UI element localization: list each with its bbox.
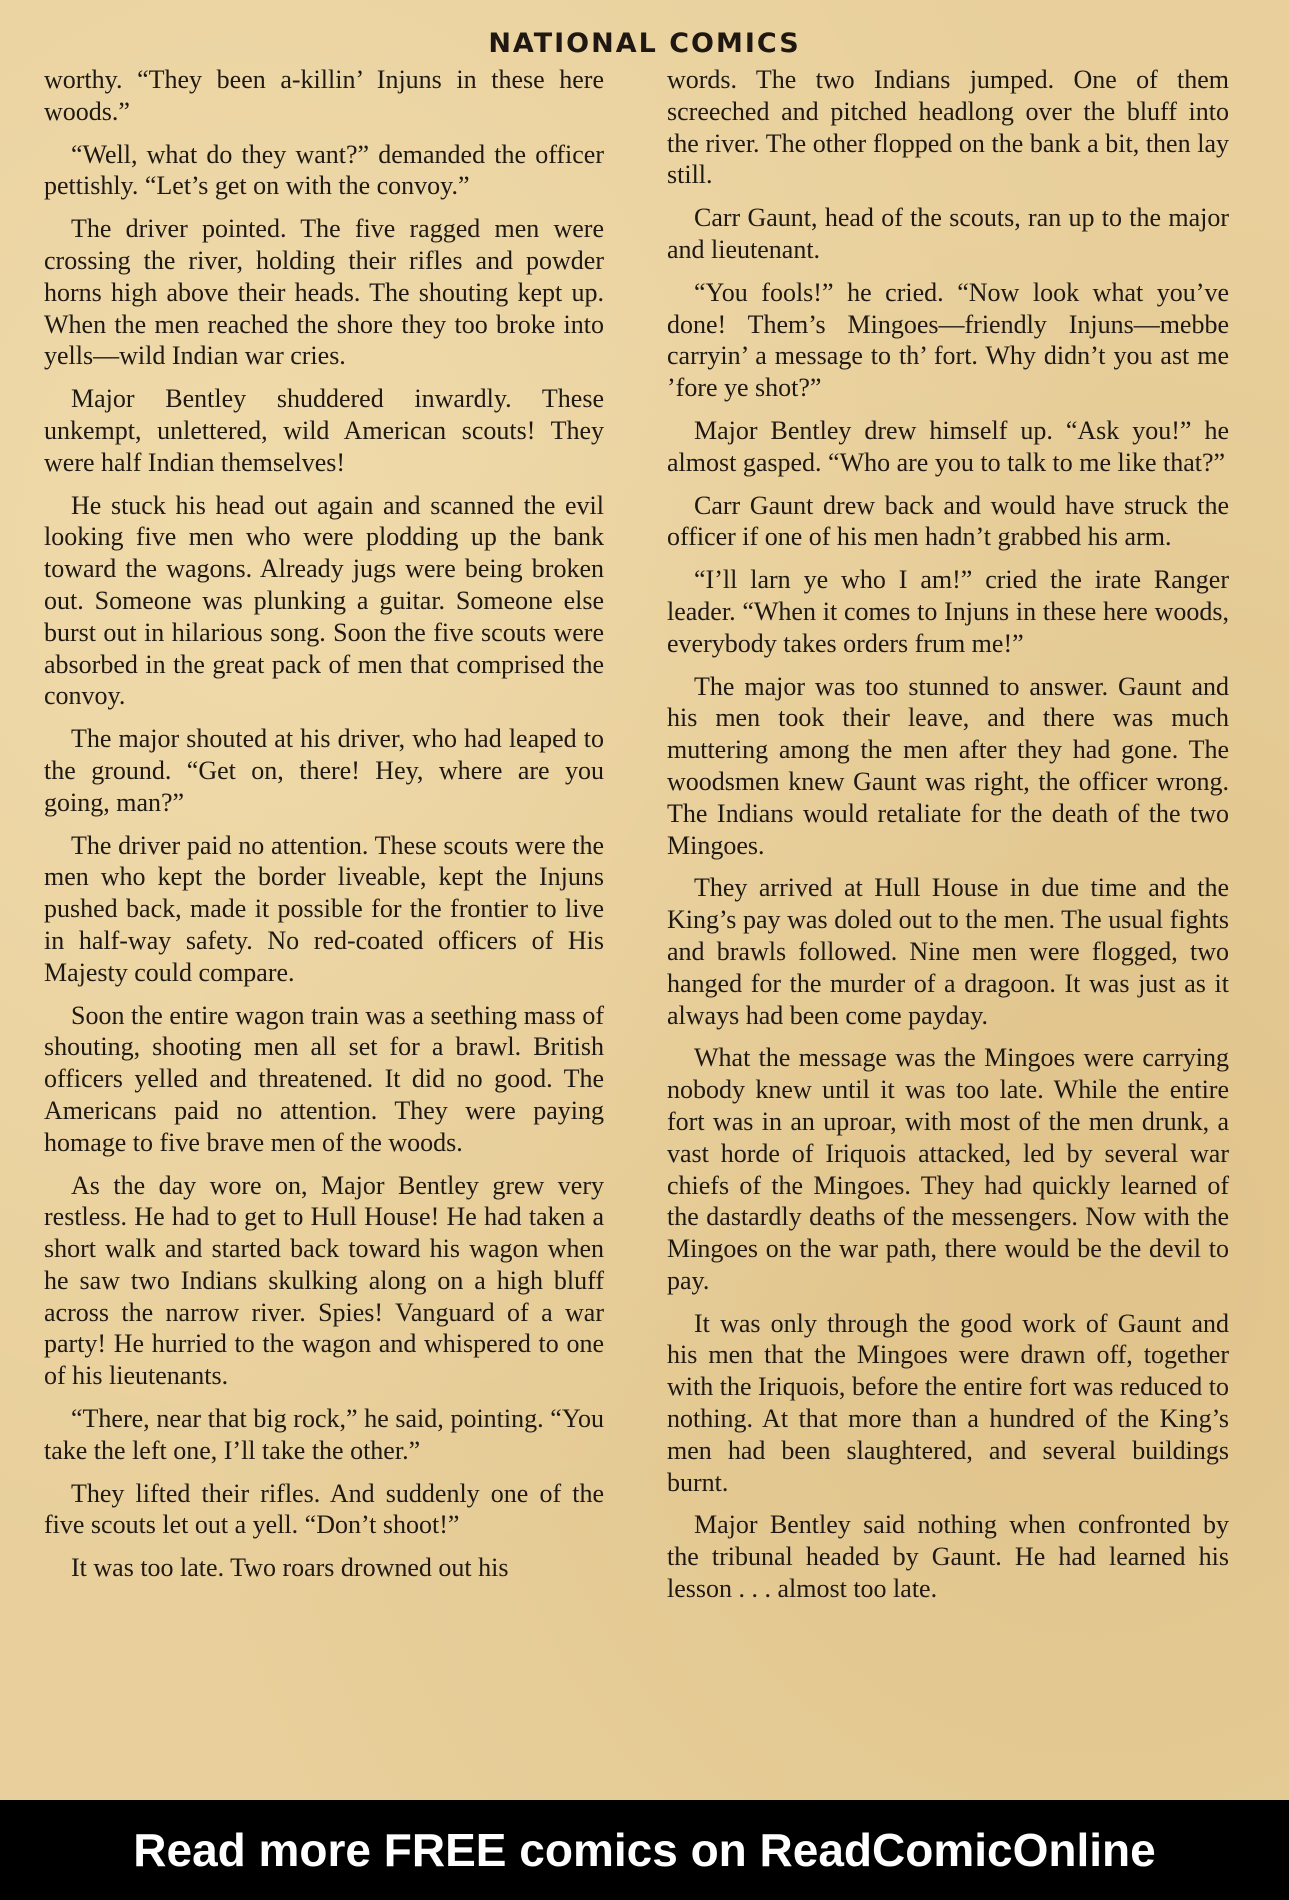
paragraph: Major Bentley shuddered inwardly. These unkempt, unlettered, wild American scouts! They were half Indian themselves!: [44, 384, 604, 477]
paragraph: What the message was the Mingoes were carrying nobody knew until it was too late. While the entire fort was in an uproar, with most of the men drunk, a vast horde of Iriquois attacked, led by several war chiefs of the Mingoes. They had quickly learned of the dastardly deaths of the messengers. Now with the Mingoes on the war path, there would be the devil to pay.: [667, 1043, 1229, 1295]
paragraph: “There, near that big rock,” he said, pointing. “You take the left one, I’ll take the other.”: [44, 1404, 604, 1465]
paragraph: It was only through the good work of Gaunt and his men that the Mingoes were drawn off, together with the Iriquois, before the entire fort was reduced to nothing. At that more than a hundred of the King’s men had been slaughtered, and several buildings burnt.: [667, 1308, 1229, 1497]
paragraph: worthy. “They been a-killin’ Injuns in these here woods.”: [44, 65, 604, 126]
paragraph: He stuck his head out again and scanned the evil looking five men who were plodding up the bank toward the wagons. Already jugs were being broken out. Someone was plunking a guitar. Someone else burst out in hilarious song. Soon the five scouts were absorbed in the great pack of men that comprised the convoy.: [44, 490, 604, 711]
paragraph: “You fools!” he cried. “Now look what you’ve done! Them’s Mingoes—friendly Injuns—mebbe carryin’ a message to th’ fort. Why didn’t you ast me ’fore ye shot?”: [667, 277, 1229, 403]
paragraph: “Well, what do they want?” demanded the officer pettishly. “Let’s get on with the convoy.”: [44, 139, 604, 201]
paragraph: Carr Gaunt drew back and would have struck the officer if one of his men hadn’t grabbed his arm.: [667, 490, 1229, 552]
page-header-title: NATIONAL COMICS: [488, 28, 801, 59]
promo-banner[interactable]: [0, 1800, 1289, 1900]
paragraph: It was too late. Two roars drowned out his: [71, 1553, 509, 1583]
paragraph: Soon the entire wagon train was a seething mass of shouting, shooting men all set for a brawl. British officers yelled and threatened. It did no good. The Americans paid no attention. They were paying homage to five brave men of the woods.: [44, 1000, 604, 1157]
paragraph: They arrived at Hull House in due time and the King’s pay was doled out to the men. The usual fights and brawls followed. Nine men were flogged, two hanged for the murder of a dragoon. It was just as it always had been come payday.: [667, 873, 1229, 1030]
paragraph: The driver paid no attention. These scouts were the men who kept the border liveable, kept the Injuns pushed back, made it possible for the frontier to live in half-way safety. No red-coated officers of His Majesty could compare.: [44, 830, 604, 987]
right-text-column: [667, 64, 1229, 1616]
promo-banner-text[interactable]: Read more FREE comics on ReadComicOnline: [133, 1824, 1156, 1876]
paragraph: Major Bentley said nothing when confronted by the tribunal headed by Gaunt. He had learned his lesson . . . almost too late.: [667, 1510, 1229, 1604]
paragraph: words. The two Indians jumped. One of them screeched and pitched headlong over the bluff into the river. The other flopped on the bank a bit, then lay still.: [667, 65, 1229, 190]
paragraph: As the day wore on, Major Bentley grew very restless. He had to get to Hull House! He had taken a short walk and started back toward his wagon when he saw two Indians skulking along on a high bluff across the narrow river. Spies! Vanguard of a war party! He hurried to the wagon and whispered to one of his lieutenants.: [44, 1170, 604, 1391]
left-text-column: [44, 64, 604, 1595]
paragraph: Major Bentley drew himself up. “Ask you!” he almost gasped. “Who are you to talk to me like that?”: [667, 415, 1229, 477]
paragraph: The driver pointed. The five ragged men were crossing the river, holding their rifles and powder horns high above their heads. The shouting kept up. When the men reached the shore they too broke into yells—wild Indian war cries.: [44, 214, 604, 371]
paragraph: “I’ll larn ye who I am!” cried the irate Ranger leader. “When it comes to Injuns in these here woods, everybody takes orders frum me!”: [667, 565, 1229, 658]
paragraph: The major shouted at his driver, who had leaped to the ground. “Get on, there! Hey, where are you going, man?”: [44, 724, 604, 817]
paragraph: Carr Gaunt, head of the scouts, ran up to the major and lieutenant.: [667, 203, 1229, 264]
paragraph: The major was too stunned to answer. Gaunt and his men took their leave, and there was much muttering among the men after they had gone. The woodsmen knew Gaunt was right, the officer wrong. The Indians would retaliate for the death of the two Mingoes.: [667, 671, 1229, 860]
paragraph: They lifted their rifles. And suddenly one of the five scouts let out a yell. “Don’t shoot!”: [44, 1478, 604, 1540]
